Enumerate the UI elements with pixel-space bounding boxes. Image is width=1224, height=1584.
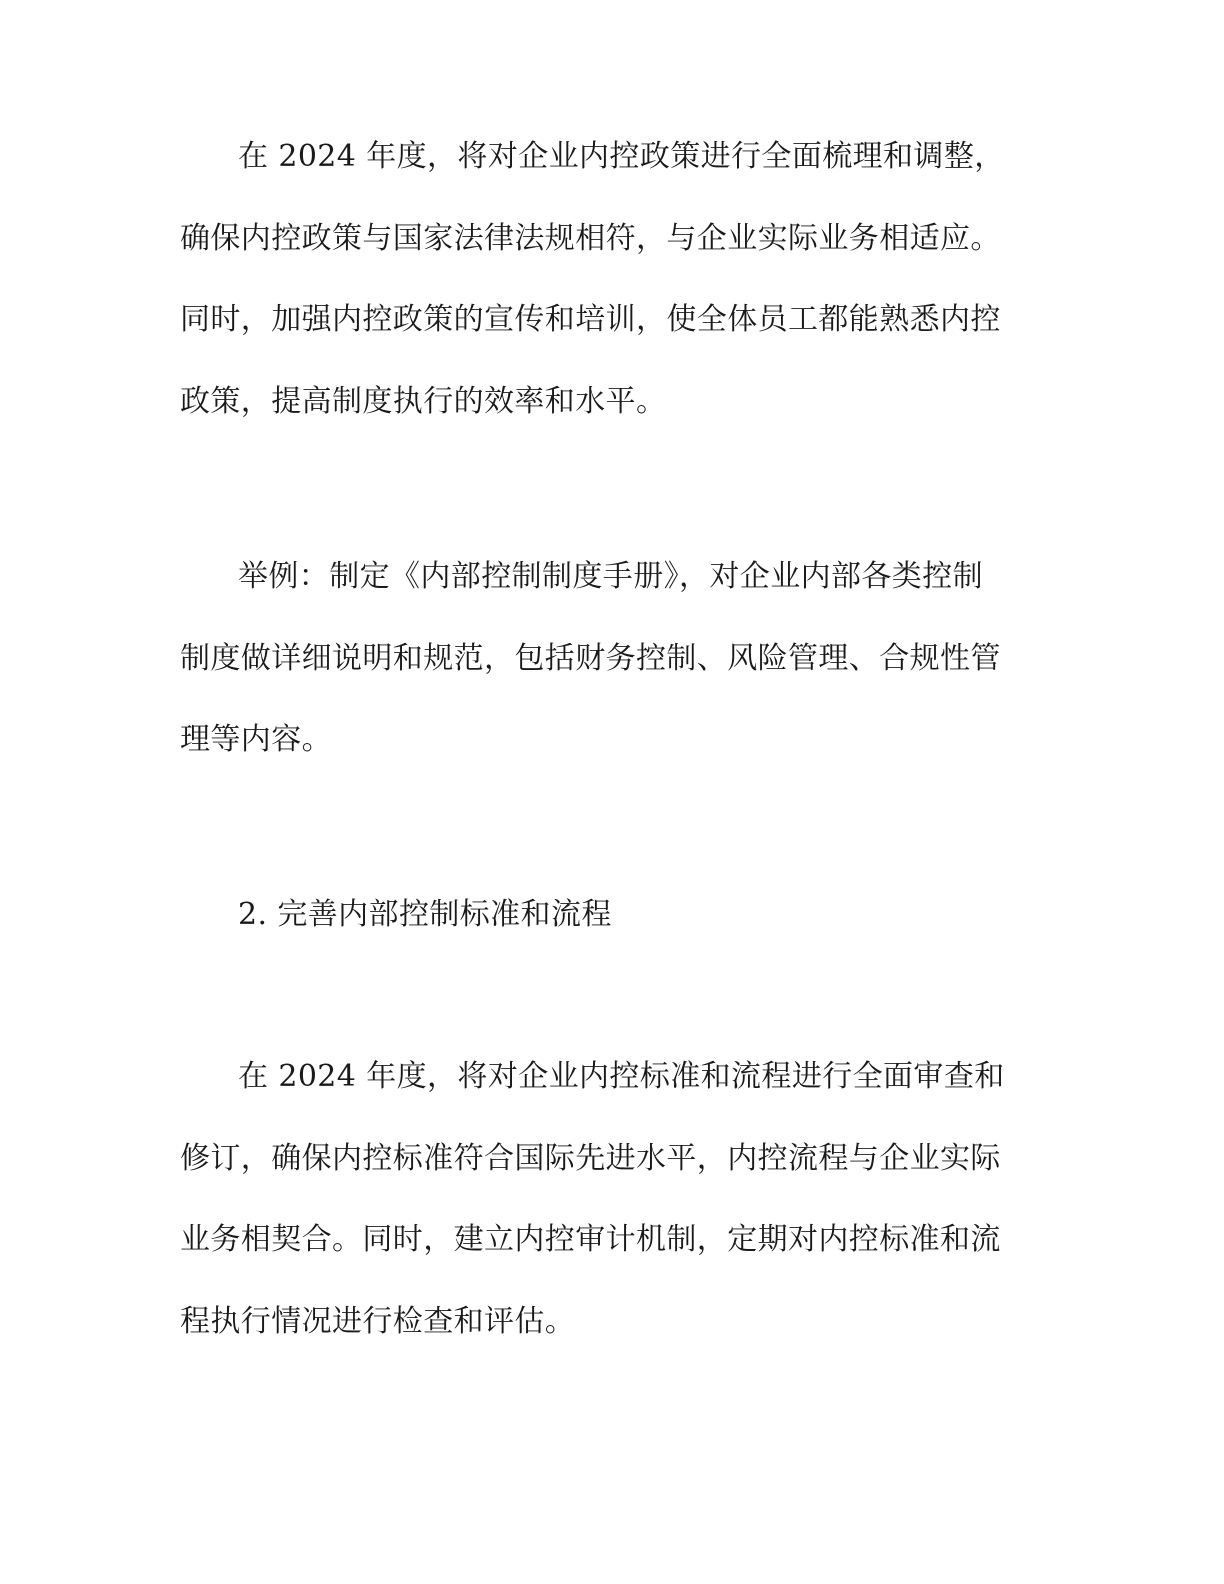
paragraph-line: 政策，提高制度执行的效率和水平。 (180, 383, 667, 419)
paragraph-line: 同时，加强内控政策的宣传和培训，使全体员工都能熟悉内控 (180, 302, 1001, 337)
paragraph-line: 业务相契合。同时，建立内控审计机制，定期对内控标准和流 (180, 1222, 1001, 1257)
section-heading: 2. 完善内部控制标准和流程 (238, 897, 612, 932)
paragraph-line: 程执行情况进行检查和评估。 (180, 1303, 576, 1339)
paragraph-line: 在 2024 年度，将对企业内控标准和流程进行全面审查和 (238, 1059, 1005, 1094)
paragraph-example (180, 536, 1040, 781)
paragraph-line: 理等内容。 (180, 722, 332, 757)
paragraph-line: 在 2024 年度，将对企业内控政策进行全面梳理和调整， (238, 139, 1005, 174)
paragraph-internal-control-policy (180, 116, 1040, 442)
paragraph-line: 制度做详细说明和规范，包括财务控制、风险管理、合规性管 (180, 640, 1001, 676)
paragraph-line: 确保内控政策与国家法律法规相符，与企业实际业务相适应。 (180, 220, 1001, 256)
paragraph-internal-control-standards (180, 1036, 1040, 1362)
paragraph-line: 修订，确保内控标准符合国际先进水平，内控流程与企业实际 (180, 1140, 1001, 1176)
paragraph-line: 举例：制定《内部控制制度手册》，对企业内部各类控制 (238, 559, 983, 594)
